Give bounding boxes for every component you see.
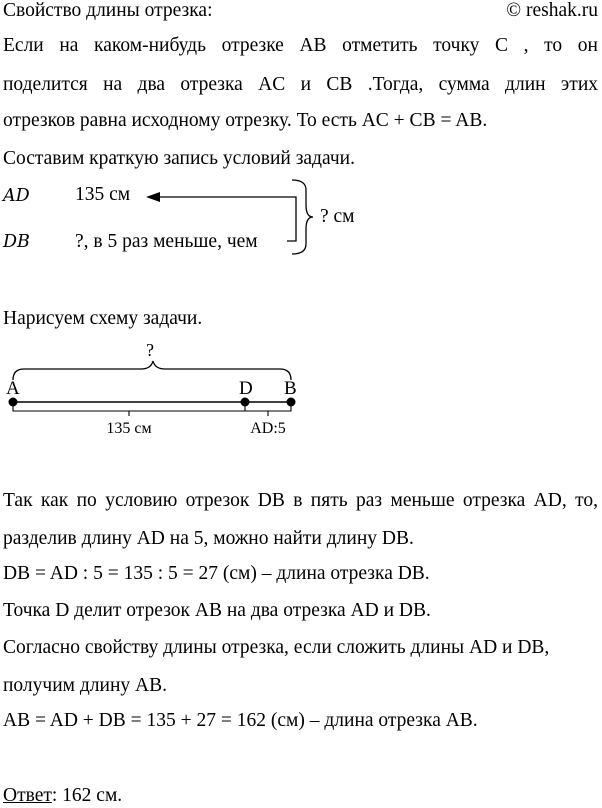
answer-value: : 162 см. <box>51 785 123 806</box>
watermark: © reshak.ru <box>506 0 598 21</box>
ad-value: 135 см <box>75 184 131 205</box>
total-value: ? см <box>320 206 355 227</box>
ad-bracket <box>13 406 245 416</box>
db-bracket <box>245 406 291 416</box>
solution-line-1: Так как по условию отрезок DB в пять раз меньше отрезка AD, то, <box>3 490 598 511</box>
db-value: ?, в 5 раз меньше, чем <box>75 231 258 252</box>
answer-label: Ответ <box>3 785 52 806</box>
solution-line-7: AB = AD + DB = 135 + 27 = 162 (см) – длина отрезка AB. <box>3 710 478 731</box>
question-label: ? <box>146 340 154 360</box>
point-b-label: B <box>284 378 297 399</box>
summary-intro: Составим краткую запись условий задачи. <box>3 148 355 169</box>
section-title: Свойство длины отрезка: <box>3 0 213 21</box>
point-a-label: A <box>6 378 20 399</box>
db-length-label: AD:5 <box>250 420 286 437</box>
answer <box>3 785 122 807</box>
point-d-label: D <box>239 378 253 399</box>
arrow-head-icon <box>146 192 160 202</box>
ad-length-label: 135 см <box>106 420 152 437</box>
reference-arrow-line <box>160 197 296 241</box>
property-line-2: поделится на два отрезка AC и CB .Тогда, сумма длин этих <box>3 74 598 95</box>
solution-line-4: Точка D делит отрезок AB на два отрезка AD и DB. <box>3 600 431 621</box>
property-line-1: Если на каком-нибудь отрезке AB отметить точку C , то он <box>3 35 598 56</box>
db-label: DB <box>3 232 30 252</box>
total-brace <box>292 180 313 254</box>
property-line-3: отрезков равна исходному отрезку. То есть AC + CB = AB. <box>3 110 488 131</box>
segment-scheme <box>0 330 602 440</box>
solution-line-3: DB = AD : 5 = 135 : 5 = 27 (см) – длина отрезка DB. <box>3 563 430 584</box>
solution-line-6: получим длину AB. <box>3 675 167 696</box>
solution-line-5: Согласно свойству длины отрезка, если сложить длины AD и DB, <box>3 637 550 658</box>
scheme-intro: Нарисуем схему задачи. <box>3 308 203 329</box>
solution-line-2: разделив длину AD на 5, можно найти длину DB. <box>3 528 414 549</box>
ad-label: AD <box>3 186 30 206</box>
